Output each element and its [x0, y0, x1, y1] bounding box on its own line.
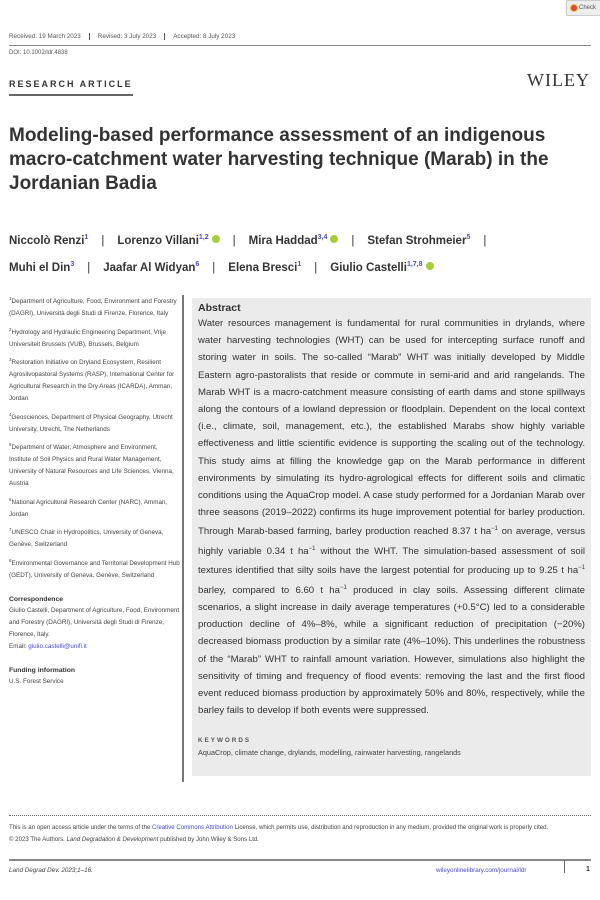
- paper-title: Modeling-based performance assessment of an indigenous macro-catchment water harvesting technique (Marab) in the Jordanian Badia: [9, 125, 549, 194]
- abstract-heading: Abstract: [198, 302, 241, 314]
- cc-license-link[interactable]: Creative Commons Attribution: [151, 824, 233, 831]
- funding-heading: Funding information: [9, 666, 76, 674]
- email-link[interactable]: giulio.castelli@unifi.it: [28, 642, 87, 650]
- author[interactable]: Niccolò Renzi$^1$: [9, 234, 89, 247]
- author-separator: |: [351, 234, 355, 247]
- affiliation: $^3$Restoration Initiative on Dryland Ecosystem, Resilient Agrosilvopastoral Systems (RASP), International Center for Agricultural Research in the Dry Areas (ICARDA), Amman, Jordan: [9, 357, 175, 402]
- column-divider: [182, 295, 184, 782]
- correspondence-text: Giulio Castelli, Department of Agriculture, Food, Environment and Forestry (DAGRI), Università degli Studi di Firenze, Florence, Italy.: [9, 607, 180, 639]
- divider: [564, 860, 565, 873]
- author[interactable]: Giulio Castelli$^{1,7,8}$: [330, 262, 433, 274]
- keywords-heading: KEYWORDS: [198, 737, 252, 745]
- keywords-text: AquaCrop, climate change, drylands, modelling, rainwater harvesting, rangelands: [198, 748, 461, 758]
- affiliation: $^1$Department of Agriculture, Food, Environment and Forestry (DAGRI), Università degli Studi di Firenze, Florence, Italy: [9, 296, 177, 317]
- email-label: Email:: [9, 642, 27, 650]
- journal-url-link[interactable]: wileyonlinelibrary.com/journal/ldr: [436, 867, 527, 874]
- affiliation: $^2$Hydrology and Hydraulic Engineering Department, Vrije Universiteit Brussels (VUB), Brussels, Belgium: [9, 326, 166, 348]
- article-dates: [9, 33, 243, 40]
- orcid-icon[interactable]: [330, 235, 338, 243]
- author[interactable]: Muhi el Din$^3$: [9, 260, 75, 274]
- abstract-box: [192, 298, 591, 776]
- license-notice: This is an open access article under the terms of the Creative Commons Attribution License, which permits use, distribution and reproduction in any medium, provided the original work is properly cited. © 2023 The Authors. Land Degradation & Development published by John Wiley & Sons Ltd.: [9, 824, 549, 843]
- orcid-icon[interactable]: [212, 235, 220, 243]
- author[interactable]: Lorenzo Villani$^{1,2}$: [117, 235, 219, 247]
- correspondence-heading: Correspondence: [9, 595, 64, 603]
- author[interactable]: Elena Bresci$^1$: [228, 260, 302, 274]
- affiliation: $^8$Environmental Governance and Territorial Development Hub (GEDT), University of Geneva, Genève, Switzerland: [9, 558, 180, 579]
- doi: DOI: 10.1002/ldr.4838: [9, 50, 68, 56]
- dotted-divider: [9, 815, 591, 816]
- funding-text: U.S. Forest Service: [9, 678, 64, 686]
- accepted-date: Accepted: 8 July 2023: [164, 33, 243, 40]
- divider: [9, 859, 591, 861]
- author-list: [9, 226, 589, 280]
- publisher-logo: WILEY: [527, 70, 590, 90]
- affiliation: $^6$National Agricultural Research Center (NARC), Amman, Jordan: [9, 496, 168, 518]
- divider: [9, 45, 591, 46]
- check-updates-icon: [570, 4, 578, 12]
- affiliation-list: [9, 293, 181, 582]
- orcid-icon[interactable]: [426, 262, 434, 270]
- affiliation: $^4$Geosciences, Department of Physical Geography, Utrecht University, Utrecht, The Netherlands: [9, 411, 173, 433]
- abstract-text: Water resources management is fundamental for rural communities in drylands, where water harvesting technologies (WHT) can be used for intercepting surface runoff and storing water in soils. The so-called “Marab” WHT was initially developed by Middle Eastern agro-pastoralists that reside or commute in semi-arid and arid rangelands. The Marab WHT is a macro-catchment measure consisting of earth dams and stone spillways along the contours of a lowland depression or floodplain. Dependent on the local context (i.e., climate, soil, management, etc.), the established Marabs show highly variable effectiveness and little scientific evidence is supporting the scaling out of the technology. This study aims at filling the knowledge gap on the Marab performance in different environments by simulating its hydro-agrological effects for different soils and climatic conditions using the AquaCrop model. A case study performed for a Jordanian Marab over three seasons (2019–2022) confirms its huge improvement potential for barley production. Through Marab-based farming, barley production reached 8.37 t $ha^{-1}$ on average, versus highly variable 0.34 t $ha^{-1}$ without the WHT. The simulation-based assessment of soil textures identified that silty soils have the largest potential for producing up to 9.25 t $ha^{-1}$ barley, compared to 6.60 t $ha^{-1}$ produced in clay soils. Assessing different climate scenarios, a slight increase in daily average temperatures (+0.5°C) led to a considerable production decline of 4%–8%, while a significant reduction of precipitation (−20%) decreased biomass production by a similar rate (4%–10%). This underlines the robustness of the “Marab” WHT to rainfall amount variation. However, simulations also highlight the sensitivity of timing and frequency of flood events: removing the last and the first flood event reduced biomass production by approximately 50% and 80%, respectively, while the barley fails to develop if both events were suppressed.: [198, 318, 585, 717]
- affiliation: $^7$UNESCO Chair in Hydropolitics, University of Geneva, Genève, Switzerland: [9, 527, 164, 549]
- author[interactable]: Jaafar Al Widyan$^6$: [103, 260, 200, 274]
- author-separator: |: [101, 234, 105, 247]
- author[interactable]: Stefan Strohmeier$^5$: [367, 234, 471, 247]
- affiliations-column: [9, 293, 181, 692]
- received-date: Received: 19 March 2023: [9, 33, 81, 40]
- article-type: RESEARCH ARTICLE: [9, 79, 133, 96]
- author[interactable]: Mira Haddad$^{3,4}$: [249, 235, 339, 247]
- author-separator: |: [87, 261, 91, 274]
- page-number: 1: [586, 866, 590, 873]
- journal-citation: Land Degrad Dev. 2023;1–16.: [9, 867, 93, 874]
- check-for-updates-button[interactable]: Check: [566, 0, 600, 16]
- author-separator: |: [212, 261, 216, 274]
- author-separator: |: [314, 261, 318, 274]
- author-separator: |: [483, 234, 487, 247]
- affiliation: $^5$Department of Water, Atmosphere and Environment, Institute of Soil Physics and Rural Water Management, University of Natural Resources and Life Sciences, Vienna, Austria: [9, 442, 174, 487]
- revised-date: Revised: 3 July 2023: [89, 33, 164, 40]
- author-separator: |: [232, 234, 236, 247]
